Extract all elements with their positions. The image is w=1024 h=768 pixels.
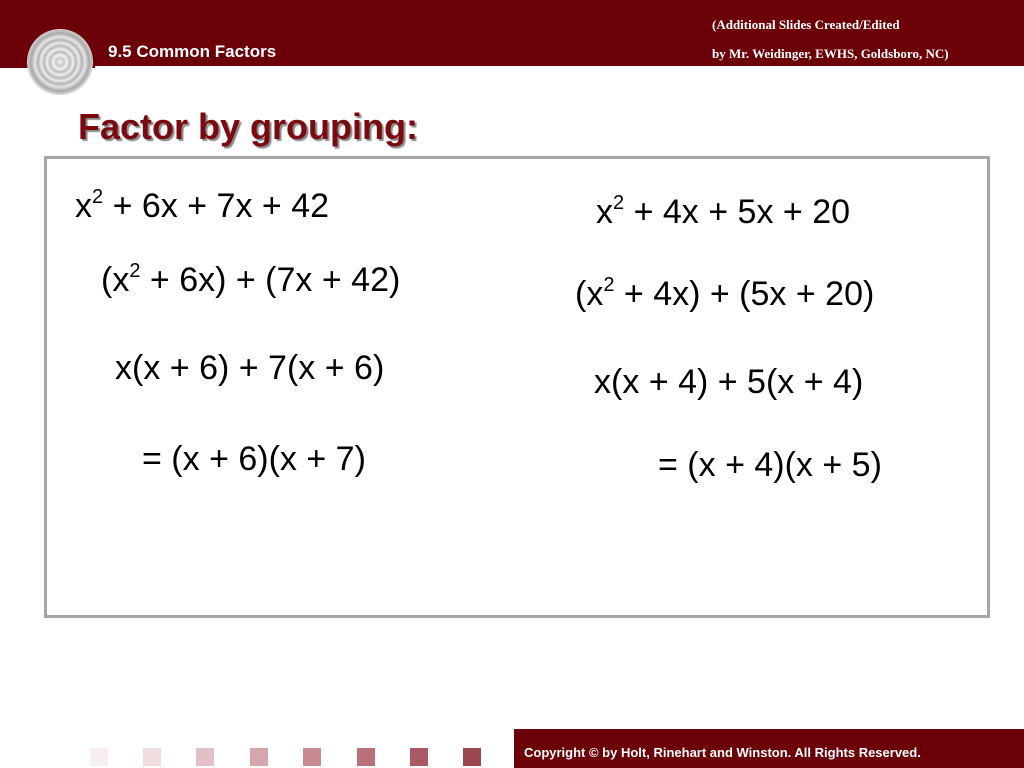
- decor-square: [90, 748, 108, 766]
- decor-square: [303, 748, 321, 766]
- decor-square: [410, 748, 428, 766]
- slide-title: Factor by grouping:: [78, 106, 418, 147]
- right-step-2: $(x^2 + 4x) + (5x + 20)$: [575, 273, 875, 313]
- left-step-4: = (x + 6)(x + 7): [142, 440, 366, 478]
- left-step-3: x(x + 6) + 7(x + 6): [115, 349, 385, 387]
- credit-line-2: by Mr. Weidinger, EWHS, Goldsboro, NC): [712, 46, 949, 61]
- section-title: 9.5 Common Factors: [108, 42, 277, 61]
- decor-square: [143, 748, 161, 766]
- decor-square: [463, 748, 481, 766]
- decor-square: [250, 748, 268, 766]
- copyright-text: Copyright © by Holt, Rinehart and Winston. All Rights Reserved.: [524, 745, 921, 760]
- right-step-3: x(x + 4) + 5(x + 4): [594, 363, 864, 401]
- decor-square: [196, 748, 214, 766]
- spiral-logo-icon: [28, 30, 92, 94]
- header-divider: [95, 66, 1024, 68]
- decor-square: [357, 748, 375, 766]
- right-step-4: = (x + 4)(x + 5): [658, 446, 882, 484]
- right-step-1: $x^2 + 4x + 5x + 20$: [596, 191, 851, 231]
- left-step-1: $x^2 + 6x + 7x + 42$: [75, 185, 330, 225]
- left-step-2: $(x^2 + 6x) + (7x + 42)$: [101, 259, 401, 299]
- credit-line-1: (Additional Slides Created/Edited: [712, 17, 900, 32]
